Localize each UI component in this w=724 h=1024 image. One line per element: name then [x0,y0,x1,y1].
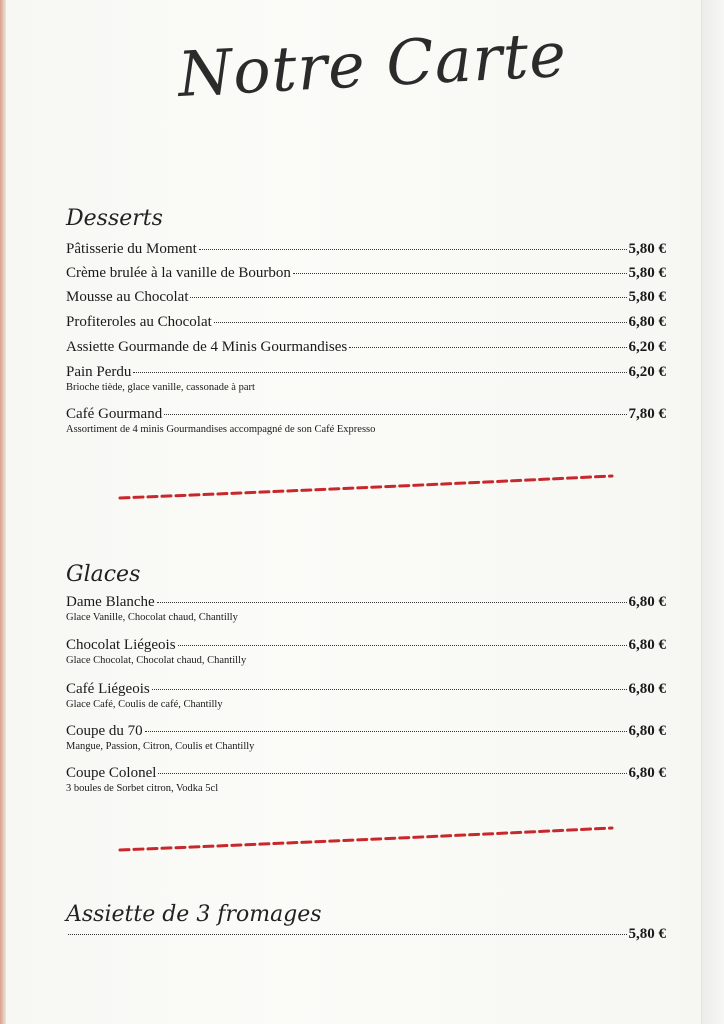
menu-item [66,406,666,436]
dot-leader [178,645,627,646]
item-description: 3 boules de Sorbet citron, Vodka 5cl [66,783,219,794]
menu-item [66,289,666,306]
menu-item [66,723,666,753]
item-description: Assortiment de 4 minis Gourmandises accompagné de son Café Expresso [66,424,376,435]
menu-item [66,339,666,356]
item-price: 6,20 € [628,339,666,355]
item-name: Coupe du 70 [66,723,143,739]
item-name: Crème brulée à la vanille de Bourbon [66,265,291,281]
item-name: Café Gourmand [66,406,163,422]
item-name: Pâtisserie du Moment [66,241,197,257]
red-squiggle-divider [118,826,614,854]
dot-leader [68,934,627,935]
item-description: Brioche tiède, glace vanille, cassonade à part [66,382,255,393]
menu-item [66,364,666,394]
page-right-edge [701,0,724,1024]
dot-leader [199,249,627,250]
menu-item [66,241,666,258]
page-left-edge [0,0,6,1024]
item-price: 6,20 € [628,364,666,380]
item-price: 6,80 € [628,637,666,653]
item-name: Assiette Gourmande de 4 Minis Gourmandises [66,339,348,355]
section-title-fromages: Assiette de 3 fromages [66,902,322,927]
item-name: Café Liégeois [66,681,150,697]
red-squiggle-divider [118,474,614,502]
item-name: Pain Perdu [66,364,132,380]
item-name: Dame Blanche [66,594,155,610]
dot-leader [133,372,626,373]
item-price: 5,80 € [628,241,666,257]
item-name: Mousse au Chocolat [66,289,189,305]
menu-item [66,265,666,282]
dot-leader [190,297,626,298]
menu-item [66,637,666,667]
item-name: Profiteroles au Chocolat [66,314,212,330]
dot-leader [214,322,627,323]
item-description: Glace Chocolat, Chocolat chaud, Chantilly [66,655,247,666]
dot-leader [157,602,627,603]
menu-title: Notre Carte [176,17,569,111]
section-title-glaces: Glaces [66,562,141,587]
menu-item [66,926,666,943]
item-description: Mangue, Passion, Citron, Coulis et Chantilly [66,741,255,752]
section-title-desserts: Desserts [66,206,163,231]
item-description: Glace Vanille, Chocolat chaud, Chantilly [66,612,238,623]
dot-leader [349,347,626,348]
menu-item [66,314,666,331]
item-description: Glace Café, Coulis de café, Chantilly [66,699,223,710]
dot-leader [293,273,627,274]
item-price: 6,80 € [628,681,666,697]
dot-leader [164,414,626,415]
item-price: 6,80 € [628,594,666,610]
item-price: 6,80 € [628,765,666,781]
menu-item [66,594,666,624]
dot-leader [152,689,627,690]
item-price: 6,80 € [628,723,666,739]
item-price: 5,80 € [628,289,666,305]
item-price: 5,80 € [628,926,666,942]
dot-leader [145,731,627,732]
menu-item [66,765,666,795]
item-name: Chocolat Liégeois [66,637,176,653]
item-price: 6,80 € [628,314,666,330]
item-name: Coupe Colonel [66,765,157,781]
item-price: 5,80 € [628,265,666,281]
menu-item [66,681,666,711]
dot-leader [158,773,626,774]
item-price: 7,80 € [628,406,666,422]
